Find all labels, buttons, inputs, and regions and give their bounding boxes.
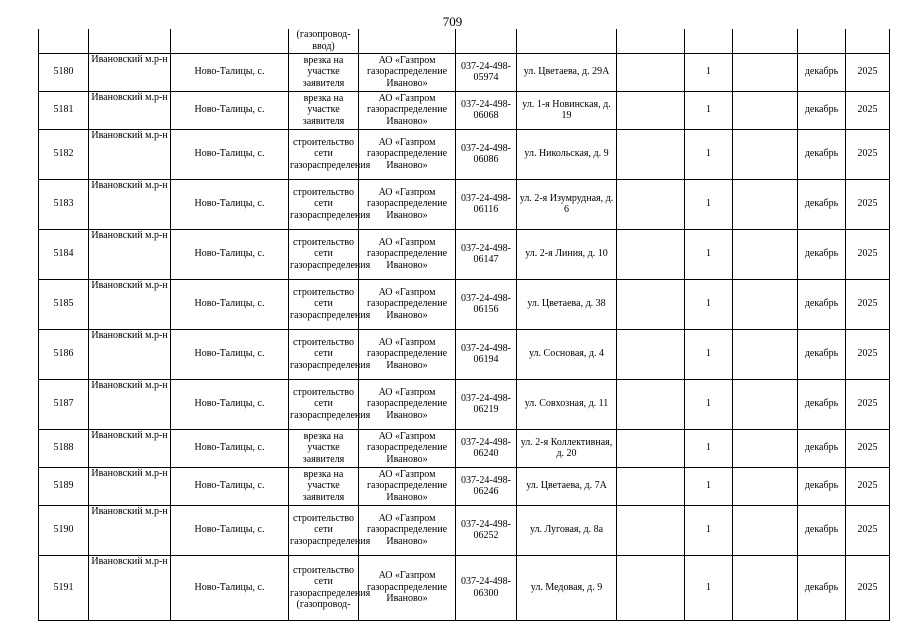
table-row <box>39 429 890 467</box>
cell-organization: АО «Газпром газораспределение Иваново» <box>359 53 456 91</box>
cell-document-number: 037-24-498-06219 <box>456 379 517 429</box>
cell-empty <box>685 29 733 53</box>
cell-month: декабрь <box>798 329 846 379</box>
cell-work-type: строительство сети газораспределения <box>289 379 359 429</box>
cell-quantity: 1 <box>685 53 733 91</box>
table-row <box>39 229 890 279</box>
cell-address: ул. Медовая, д. 9 <box>517 555 617 620</box>
cell-number: 5181 <box>39 91 89 129</box>
cell-locality: Ново-Талицы, с. <box>171 53 289 91</box>
cell-work-type: строительство сети газораспределения <box>289 505 359 555</box>
cell-address: ул. Никольская, д. 9 <box>517 129 617 179</box>
cell-organization: АО «Газпром газораспределение Иваново» <box>359 429 456 467</box>
table-row <box>39 329 890 379</box>
cell-quantity: 1 <box>685 329 733 379</box>
cell-district: Ивановский м.р-н <box>89 379 171 429</box>
cell-address: ул. Цветаева, д. 7А <box>517 467 617 505</box>
cell-organization: АО «Газпром газораспределение Иваново» <box>359 329 456 379</box>
table-row <box>39 279 890 329</box>
cell-district: Ивановский м.р-н <box>89 53 171 91</box>
cell-district: Ивановский м.р-н <box>89 91 171 129</box>
cell-address: ул. Луговая, д. 8а <box>517 505 617 555</box>
cell-quantity: 1 <box>685 279 733 329</box>
cell-locality: Ново-Талицы, с. <box>171 179 289 229</box>
cell-empty <box>846 29 890 53</box>
cell-district: Ивановский м.р-н <box>89 555 171 620</box>
cell-document-number: 037-24-498-06156 <box>456 279 517 329</box>
cell-document-number: 037-24-498-06068 <box>456 91 517 129</box>
cell-number: 5182 <box>39 129 89 179</box>
cell-month: декабрь <box>798 279 846 329</box>
cell-month: декабрь <box>798 467 846 505</box>
cell-number: 5184 <box>39 229 89 279</box>
cell-work-type: строительство сети газораспределения (газопровод- <box>289 555 359 620</box>
cell-empty <box>733 179 798 229</box>
cell-district: Ивановский м.р-н <box>89 429 171 467</box>
cell-district: Ивановский м.р-н <box>89 179 171 229</box>
cell-locality: Ново-Талицы, с. <box>171 555 289 620</box>
cell-document-number: 037-24-498-06246 <box>456 467 517 505</box>
cell-work-type: строительство сети газораспределения <box>289 279 359 329</box>
cell-work-type: врезка на участке заявителя <box>289 53 359 91</box>
cell-document-number: 037-24-498-05974 <box>456 53 517 91</box>
table-row <box>39 555 890 620</box>
cell-work-type: строительство сети газораспределения <box>289 329 359 379</box>
cell-organization: АО «Газпром газораспределение Иваново» <box>359 279 456 329</box>
cell-year: 2025 <box>846 379 890 429</box>
cell-empty <box>733 29 798 53</box>
cell-number: 5186 <box>39 329 89 379</box>
cell-number: 5185 <box>39 279 89 329</box>
cell-locality: Ново-Талицы, с. <box>171 279 289 329</box>
cell-quantity: 1 <box>685 91 733 129</box>
cell-document-number: 037-24-498-06194 <box>456 329 517 379</box>
cell-quantity: 1 <box>685 555 733 620</box>
cell-empty <box>733 467 798 505</box>
cell-empty <box>617 179 685 229</box>
cell-month: декабрь <box>798 129 846 179</box>
cell-quantity: 1 <box>685 505 733 555</box>
cell-work-type: врезка на участке заявителя <box>289 429 359 467</box>
cell-quantity: 1 <box>685 379 733 429</box>
cell-month: декабрь <box>798 91 846 129</box>
cell-year: 2025 <box>846 467 890 505</box>
cell-month: декабрь <box>798 505 846 555</box>
cell-empty <box>617 229 685 279</box>
cell-month: декабрь <box>798 229 846 279</box>
cell-empty <box>456 29 517 53</box>
cell-number: 5183 <box>39 179 89 229</box>
cell-empty <box>733 279 798 329</box>
cell-empty <box>733 91 798 129</box>
cell-empty <box>171 29 289 53</box>
table-row <box>39 129 890 179</box>
cell-work-type: врезка на участке заявителя <box>289 467 359 505</box>
cell-quantity: 1 <box>685 179 733 229</box>
cell-district: Ивановский м.р-н <box>89 329 171 379</box>
cell-address: ул. 2-я Изумрудная, д. 6 <box>517 179 617 229</box>
cell-empty <box>617 279 685 329</box>
cell-number: 5191 <box>39 555 89 620</box>
cell-organization: АО «Газпром газораспределение Иваново» <box>359 555 456 620</box>
cell-organization: АО «Газпром газораспределение Иваново» <box>359 179 456 229</box>
cell-year: 2025 <box>846 91 890 129</box>
cell-month: декабрь <box>798 53 846 91</box>
cell-year: 2025 <box>846 229 890 279</box>
cell-month: декабрь <box>798 555 846 620</box>
cell-empty <box>733 555 798 620</box>
table-row <box>39 467 890 505</box>
cell-empty <box>733 129 798 179</box>
cell-document-number: 037-24-498-06116 <box>456 179 517 229</box>
cell-work-type: строительство сети газораспределения <box>289 129 359 179</box>
cell-year: 2025 <box>846 279 890 329</box>
cell-year: 2025 <box>846 179 890 229</box>
cell-organization: АО «Газпром газораспределение Иваново» <box>359 505 456 555</box>
table-row <box>39 179 890 229</box>
cell-district: Ивановский м.р-н <box>89 129 171 179</box>
cell-address: ул. Совхозная, д. 11 <box>517 379 617 429</box>
cell-month: декабрь <box>798 379 846 429</box>
cell-address: ул. 2-я Линия, д. 10 <box>517 229 617 279</box>
cell-number: 5189 <box>39 467 89 505</box>
cell-year: 2025 <box>846 429 890 467</box>
cell-quantity: 1 <box>685 467 733 505</box>
cell-address: ул. 2-я Коллективная, д. 20 <box>517 429 617 467</box>
cell-empty <box>733 229 798 279</box>
cell-empty <box>617 505 685 555</box>
cell-locality: Ново-Талицы, с. <box>171 379 289 429</box>
cell-organization: АО «Газпром газораспределение Иваново» <box>359 379 456 429</box>
cell-quantity: 1 <box>685 429 733 467</box>
cell-locality: Ново-Талицы, с. <box>171 229 289 279</box>
cell-district: Ивановский м.р-н <box>89 505 171 555</box>
cell-locality: Ново-Талицы, с. <box>171 129 289 179</box>
cell-month: декабрь <box>798 429 846 467</box>
cell-quantity: 1 <box>685 129 733 179</box>
cell-number: 5190 <box>39 505 89 555</box>
data-table <box>38 29 890 621</box>
cell-address: ул. Цветаева, д. 29А <box>517 53 617 91</box>
cell-empty <box>733 329 798 379</box>
cell-empty <box>39 29 89 53</box>
cell-empty <box>617 467 685 505</box>
cell-organization: АО «Газпром газораспределение Иваново» <box>359 91 456 129</box>
cell-year: 2025 <box>846 505 890 555</box>
cell-number: 5188 <box>39 429 89 467</box>
cell-empty <box>617 53 685 91</box>
cell-number: 5180 <box>39 53 89 91</box>
cell-organization: АО «Газпром газораспределение Иваново» <box>359 129 456 179</box>
cell-year: 2025 <box>846 329 890 379</box>
cell-address: ул. 1-я Новинская, д. 19 <box>517 91 617 129</box>
table-row <box>39 505 890 555</box>
cell-work-type: (газопровод-ввод) <box>289 29 359 53</box>
cell-empty <box>617 29 685 53</box>
table-row <box>39 379 890 429</box>
cell-empty <box>733 379 798 429</box>
table-row-continuation <box>39 29 890 53</box>
cell-empty <box>617 91 685 129</box>
cell-empty <box>617 555 685 620</box>
cell-work-type: строительство сети газораспределения <box>289 179 359 229</box>
cell-district: Ивановский м.р-н <box>89 279 171 329</box>
cell-empty <box>359 29 456 53</box>
cell-month: декабрь <box>798 179 846 229</box>
cell-empty <box>733 505 798 555</box>
cell-empty <box>517 29 617 53</box>
cell-work-type: строительство сети газораспределения <box>289 229 359 279</box>
table-body <box>39 29 890 620</box>
cell-empty <box>733 429 798 467</box>
cell-empty <box>733 53 798 91</box>
cell-quantity: 1 <box>685 229 733 279</box>
table-row <box>39 53 890 91</box>
cell-document-number: 037-24-498-06086 <box>456 129 517 179</box>
cell-year: 2025 <box>846 53 890 91</box>
cell-organization: АО «Газпром газораспределение Иваново» <box>359 467 456 505</box>
cell-empty <box>617 129 685 179</box>
cell-year: 2025 <box>846 129 890 179</box>
cell-locality: Ново-Талицы, с. <box>171 505 289 555</box>
cell-locality: Ново-Талицы, с. <box>171 91 289 129</box>
cell-organization: АО «Газпром газораспределение Иваново» <box>359 229 456 279</box>
page-number: 709 <box>442 14 463 29</box>
cell-address: ул. Цветаева, д. 38 <box>517 279 617 329</box>
cell-locality: Ново-Талицы, с. <box>171 429 289 467</box>
cell-document-number: 037-24-498-06147 <box>456 229 517 279</box>
cell-empty <box>798 29 846 53</box>
cell-document-number: 037-24-498-06300 <box>456 555 517 620</box>
cell-document-number: 037-24-498-06240 <box>456 429 517 467</box>
table-row <box>39 91 890 129</box>
cell-empty <box>89 29 171 53</box>
cell-empty <box>617 329 685 379</box>
cell-empty <box>617 379 685 429</box>
cell-document-number: 037-24-498-06252 <box>456 505 517 555</box>
cell-district: Ивановский м.р-н <box>89 467 171 505</box>
cell-year: 2025 <box>846 555 890 620</box>
cell-locality: Ново-Талицы, с. <box>171 467 289 505</box>
cell-number: 5187 <box>39 379 89 429</box>
cell-empty <box>617 429 685 467</box>
cell-district: Ивановский м.р-н <box>89 229 171 279</box>
cell-work-type: врезка на участке заявителя <box>289 91 359 129</box>
cell-locality: Ново-Талицы, с. <box>171 329 289 379</box>
cell-address: ул. Сосновая, д. 4 <box>517 329 617 379</box>
